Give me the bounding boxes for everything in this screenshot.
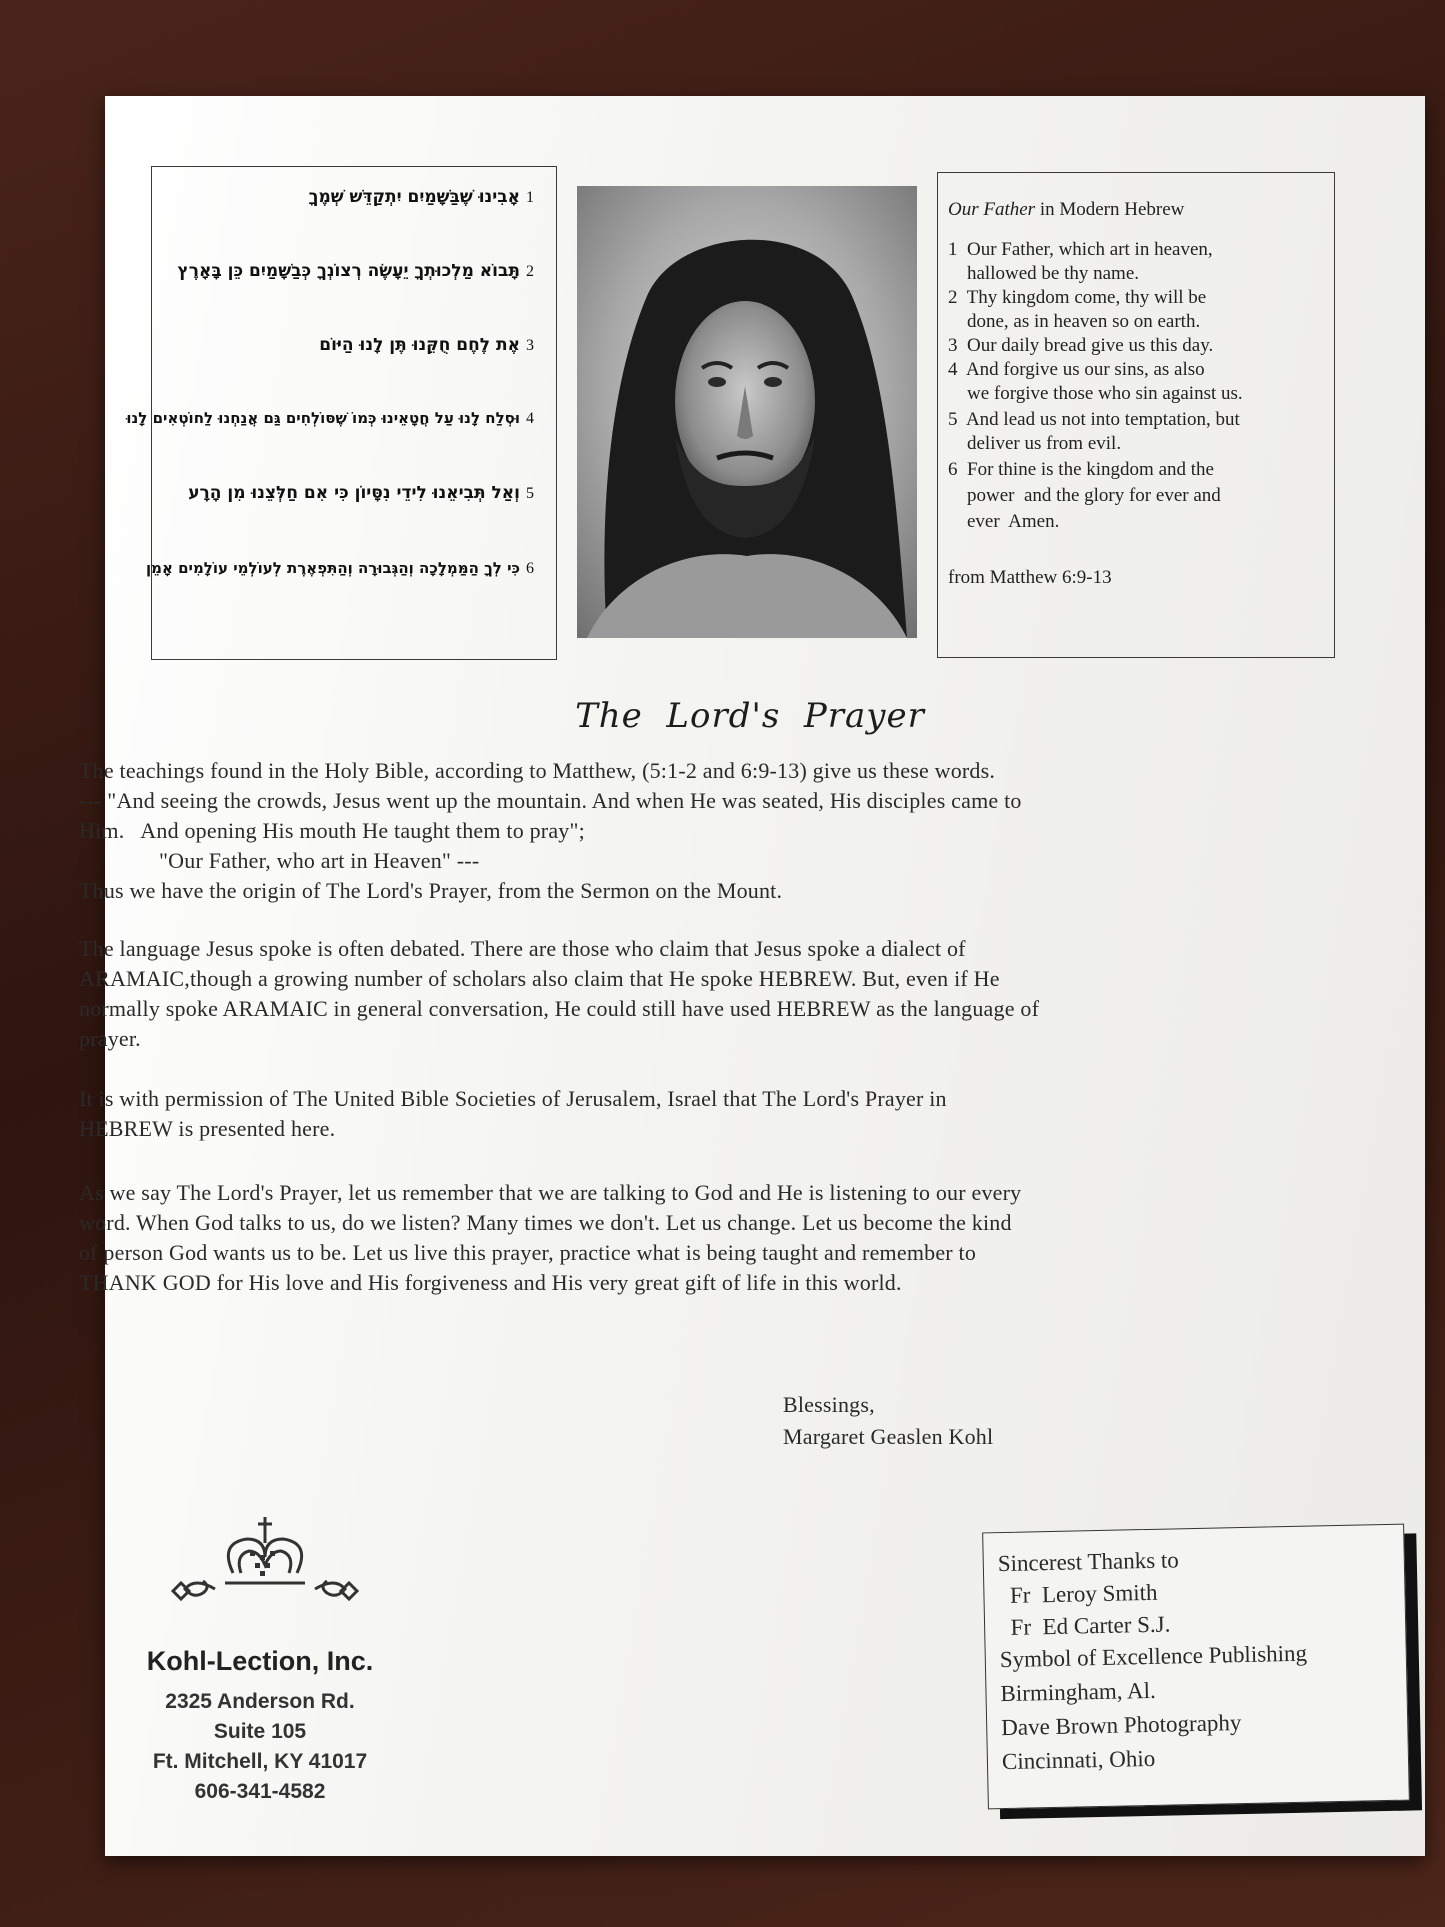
acknowledgements-box <box>982 1524 1410 1810</box>
english-box-title: Our Father in Modern Hebrew <box>948 199 1185 220</box>
thanks-line: Dave Brown Photography <box>1000 1710 1242 1741</box>
thanks-line: Birmingham, Al. <box>1000 1677 1157 1707</box>
paragraph-line: word. When God talks to us, do we listen? Many times we don't. Let us change. Let us become the kind <box>79 1210 1012 1235</box>
signature-name: Margaret Geaslen Kohl <box>783 1424 994 1449</box>
hebrew-line-4: 4וּסְלַח לָנוּ עַל חֲטָאֵינוּ כְּמוֹ שֶׁסּוֹלְחִים גַּם אֲנַחְנוּ לַחוֹטְאִים לָנוּ <box>126 409 534 427</box>
paragraph-line: Thus we have the origin of The Lord's Prayer, from the Sermon on the Mount. <box>79 878 783 903</box>
english-line: 5 And lead us not into temptation, but <box>948 409 1240 430</box>
thanks-line: Symbol of Excellence Publishing <box>999 1640 1308 1673</box>
english-line: 3 Our daily bread give us this day. <box>948 335 1214 356</box>
english-line: 4 And forgive us our sins, as also <box>948 359 1205 380</box>
thanks-line: Fr Leroy Smith <box>998 1579 1158 1609</box>
paragraph-line: THANK GOD for His love and His forgiveness and His very great gift of life in this world. <box>79 1270 902 1295</box>
english-line: hallowed be thy name. <box>948 263 1140 284</box>
hebrew-line-3: 3אֶת לֶחֶם חֻקֵּנוּ תֶּן לָנוּ הַיּוֹם <box>319 335 534 355</box>
thanks-line: Fr Ed Carter S.J. <box>998 1611 1171 1641</box>
company-address-line: 2325 Anderson Rd. <box>165 1690 355 1713</box>
english-line: 1 Our Father, which art in heaven, <box>948 239 1213 260</box>
english-line: 2 Thy kingdom come, thy will be <box>948 287 1207 308</box>
company-address-line: Suite 105 <box>213 1720 307 1743</box>
paragraph-line: As we say The Lord's Prayer, let us remember that we are talking to God and He is listening to our every <box>79 1180 1022 1205</box>
english-line: we forgive those who sin against us. <box>948 383 1243 404</box>
paragraph-line: HEBREW is presented here. <box>79 1116 336 1141</box>
english-line: deliver us from evil. <box>948 433 1122 454</box>
scripture-source: from Matthew 6:9-13 <box>948 567 1112 588</box>
english-line: done, as in heaven so on earth. <box>948 311 1201 332</box>
paragraph-line: of person God wants us to be. Let us live this prayer, practice what is being taught and remember to <box>79 1240 977 1265</box>
paragraph-line: prayer. <box>79 1026 141 1051</box>
company-name: Kohl-Lection, Inc. <box>146 1646 374 1676</box>
page-title: The Lord's Prayer <box>575 696 925 736</box>
signature-closing: Blessings, <box>783 1392 875 1417</box>
hebrew-line-1: 1אָבִינוּ שֶׁבַּשָּׁמַיִם יִתְקַדֵּשׁ שְׁמֶךָ <box>308 187 534 207</box>
paragraph-line: It is with permission of The United Bible Societies of Jerusalem, Israel that The Lord's Prayer in <box>79 1086 947 1111</box>
hebrew-line-6: 6כִּי לְךָ הַמַּמְלָכָה וְהַגְּבוּרָה וְהַתִּפְאֶרֶת לְעוֹלְמֵי עוֹלָמִים אָמֵן <box>145 559 534 577</box>
hebrew-line-2: 2תָּבוֹא מַלְכוּתְךָ יֵעָשֶׂה רְצוֹנְךָ כְּבַשָּׁמַיִם כֵּן בָּאָרֶץ <box>177 261 534 281</box>
thanks-line: Sincerest Thanks to <box>997 1547 1180 1577</box>
company-phone: 606-341-4582 <box>194 1780 326 1803</box>
paragraph-line: ARAMAIC,though a growing number of scholars also claim that He spoke HEBREW. But, even if He <box>79 966 1000 991</box>
company-address-line: Ft. Mitchell, KY 41017 <box>152 1750 368 1773</box>
paragraph-line: The teachings found in the Holy Bible, according to Matthew, (5:1-2 and 6:9-13) give us these words. <box>79 758 996 783</box>
thanks-line: Cincinnati, Ohio <box>1001 1745 1156 1775</box>
paragraph-line: --- "And seeing the crowds, Jesus went up the mountain. And when He was seated, His disciples came to <box>79 788 1022 813</box>
english-line: 6 For thine is the kingdom and the <box>948 459 1214 480</box>
hebrew-line-5: 5וְאַל תְּבִיאֵנוּ לִידֵי נִסָּיוֹן כִּי אִם חַלְּצֵנוּ מִן הָרָע <box>188 483 534 503</box>
paragraph-line: The language Jesus spoke is often debated. There are those who claim that Jesus spoke a dialect of <box>79 936 966 961</box>
english-line: power and the glory for ever and <box>948 485 1221 506</box>
paragraph-line: "Our Father, who art in Heaven" --- <box>159 848 480 873</box>
kohl-lection-logo-icon <box>155 1511 375 1611</box>
english-line: ever Amen. <box>948 511 1060 532</box>
paragraph-line: Him. And opening His mouth He taught them to pray"; <box>79 818 585 843</box>
prayer-card <box>79 96 1425 1856</box>
paragraph-line: normally spoke ARAMAIC in general conversation, He could still have used HEBREW as the language of <box>79 996 1040 1021</box>
